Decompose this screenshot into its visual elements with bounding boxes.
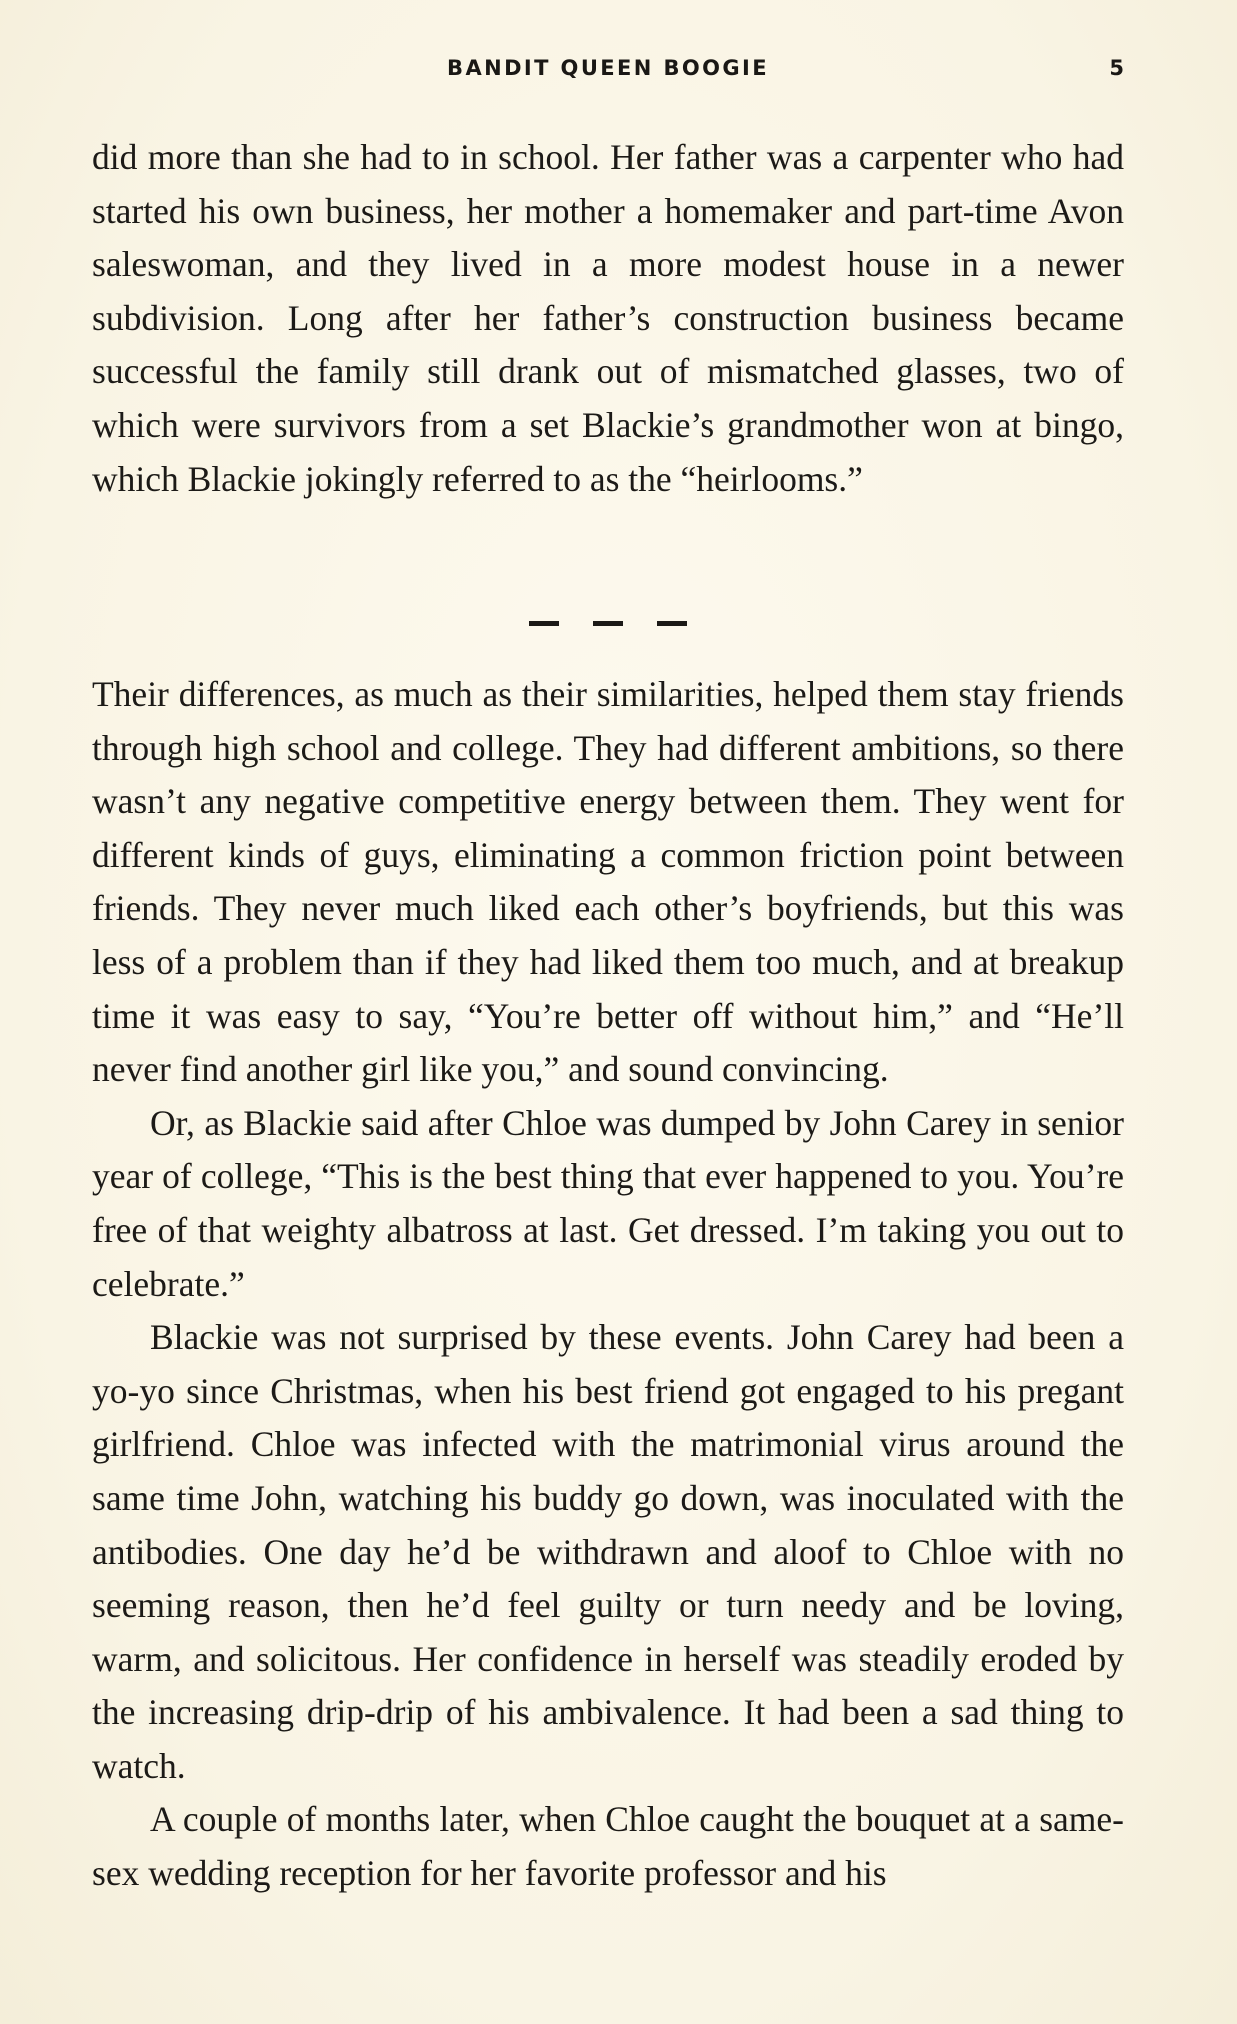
paragraph: Their differences, as much as their similarities, helped them stay friends through high school and college. They had different ambitions, so there wasn’t any negative competitive energy between them. They went for different kinds of guys, eliminating a common friction point between friends. They never much liked each other’s boyfriends, but this was less of a problem than if they had liked them too much, and at breakup time it was easy to say, “You’re better off without him,” and “He’ll never find another girl like you,” and sound convincing. xyxy=(92,674,1124,1090)
section-break-dash xyxy=(657,621,687,626)
paragraph: A couple of months later, when Chloe caught the bouquet at a same-sex wedding reception for her favorite professor and his xyxy=(92,1799,1124,1894)
paragraph: Blackie was not surprised by these events. John Carey had been a yo-yo since Christmas, when his best friend got engaged to his pregant girlfriend. Chloe was infected with the matrimonial virus around the same time John, watching his buddy go down, was inoculated with the antibodies. One day he’d be withdrawn and aloof to Chloe with no seeming reason, then he’d feel guilty or turn needy and be loving, warm, and solicitous. Her confidence in herself was steadily eroded by the increasing drip-drip of his ambivalence. It had been a sad thing to watch. xyxy=(92,1317,1124,1786)
section-two xyxy=(92,668,1124,1901)
section-break xyxy=(92,603,1124,643)
section-break-dash xyxy=(529,621,559,626)
paragraph-continued: did more than she had to in school. Her father was a carpenter who had started his own business, her mother a homemaker and part-time Avon saleswoman, and they lived in a more modest house in a newer subdivision. Long after her father’s construction business became successful the family still drank out of mismatched glasses, two of which were survivors from a set Blackie’s grandmother won at bingo, which Blackie jokingly referred to as the “heirlooms.” xyxy=(92,137,1124,499)
page-number: 5 xyxy=(1109,56,1124,80)
section-break-dash xyxy=(593,621,623,626)
body-text xyxy=(92,131,1124,1894)
paragraph: Or, as Blackie said after Chloe was dumped by John Carey in senior year of college, “This is the best thing that ever happened to you. You’re free of that weighty albatross at last. Get dressed. I’m taking you out to celebrate.” xyxy=(92,1102,1124,1304)
running-head: BANDIT QUEEN BOOGIE xyxy=(447,56,769,80)
page-header xyxy=(92,56,1124,86)
